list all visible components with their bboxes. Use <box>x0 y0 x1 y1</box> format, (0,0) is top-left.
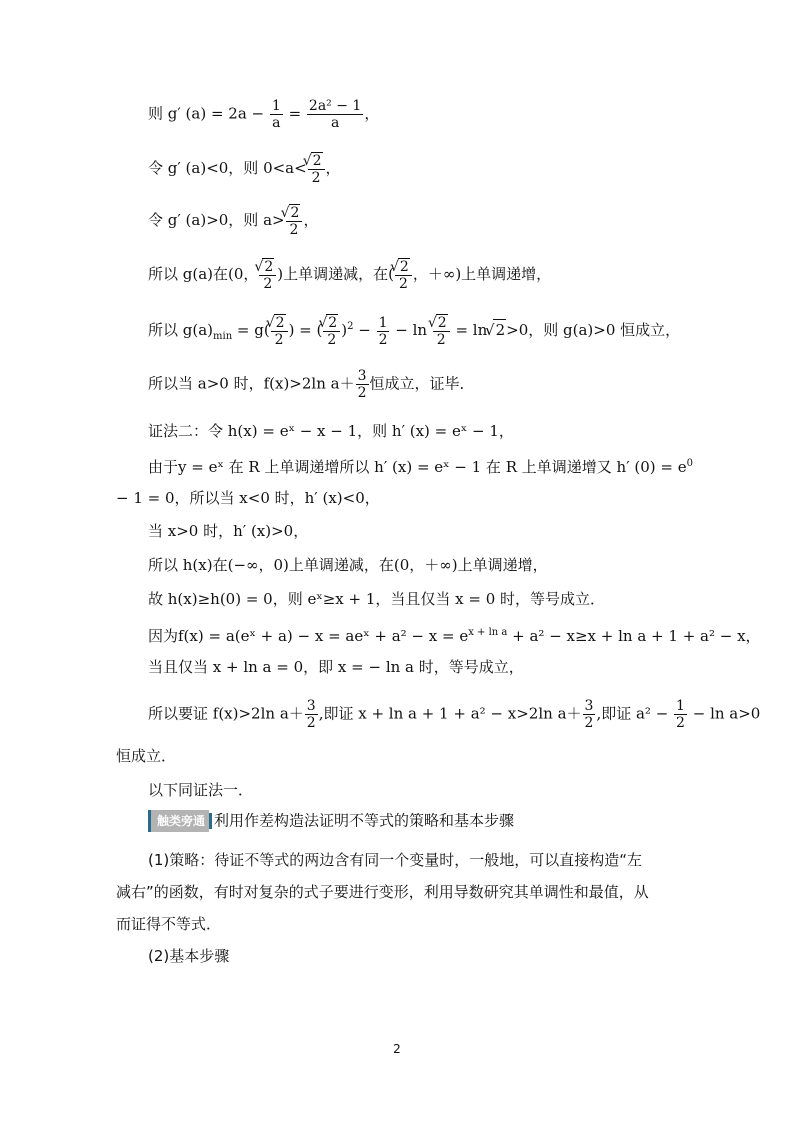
equation-line-2: 令 g′ (a)<0，则 0<a< √ $\frac{2}{2}$ ， <box>148 152 341 186</box>
text-line-22: (2)基本步骤 <box>148 947 230 965</box>
fraction: $\frac{3}{2}$ <box>357 368 367 401</box>
tag-accent-bar <box>209 813 212 829</box>
fraction: √ $\frac{2}{2}$ <box>271 314 288 348</box>
text-line-14: 当且仅当 x + ln a = 0，即 x = − ln a 时，等号成立， <box>148 658 524 676</box>
text-line-9: − 1 = 0，所以当 x<0 时，h′ (x)<0， <box>116 489 380 507</box>
fraction: $\frac{1}{2}$ <box>378 314 388 348</box>
text-line-8: 由于y = eˣ 在 R 上单调递增所以 h′ (x) = eˣ − 1 在 R 上单调递增又 h′ $(0) = e^0$ <box>148 458 693 476</box>
fraction: √ $\frac{2}{2}$ <box>308 152 325 186</box>
fraction: $\frac{1}{a}$ <box>271 98 281 131</box>
fraction: $\frac{\text{2a² − 1}}{a}$ <box>308 98 362 131</box>
text-line-10: 当 x>0 时，h′ (x)>0， <box>148 522 309 540</box>
fraction: √ $\frac{2}{2}$ <box>433 314 450 348</box>
equation-line-3: 令 g′ (a)>0，则 a> √ $\frac{2}{2}$ ， <box>148 204 318 238</box>
text-line-21: 而证得不等式． <box>116 915 222 933</box>
tip-tag: 触类旁通 <box>148 810 209 832</box>
equation-line-4: 所以 g(a)在(0， √ $\frac{2}{2}$ )上单调递减，在( √ $\frac{2}{2}$ ，＋∞)上单调递增， <box>148 258 551 292</box>
text-line-19: (1)策略：待证不等式的两边含有同一个变量时，一般地，可以直接构造“左 <box>148 851 643 869</box>
equation-line-6: 所以当 a>0 时，f(x)>2ln a＋ $\frac{3}{2}$ 恒成立，证毕． <box>148 368 475 401</box>
fraction: √ $\frac{2}{2}$ <box>286 204 303 238</box>
text-line-17: 以下同证法一． <box>148 781 254 799</box>
text-line-16: 恒成立． <box>116 747 177 765</box>
text-line-12: 故 h(x)≥h(0) = 0，则 eˣ≥x + 1，当且仅当 x = 0 时，等号成立． <box>148 590 606 608</box>
fraction: √ $\frac{2}{2}$ <box>323 314 340 348</box>
section-heading: 触类旁通 利用作差构造法证明不等式的策略和基本步骤 <box>148 810 514 832</box>
text-line-11: 所以 h(x)在(−∞，0)上单调递减，在(0，＋∞)上单调递增， <box>148 556 548 574</box>
fraction: $\frac{3}{2}$ <box>306 698 316 731</box>
equation-line-15: 所以要证 f(x)>2ln a＋ $\frac{3}{2}$ ,即证 x + ln a + 1 + a² − x>2ln a＋ $\frac{3}{2}$ ,即证 a² − $\frac{1}{2}$ − ln a>0 <box>148 698 761 731</box>
fraction: $\frac{3}{2}$ <box>584 698 594 731</box>
fraction: √ $\frac{2}{2}$ <box>395 258 412 292</box>
fraction: $\frac{1}{2}$ <box>676 698 685 731</box>
page-number: 2 <box>393 1042 401 1056</box>
equation-line-5: 所以 $g(a)_{min} = g$( √ $\frac{2}{2}$ ) = ( √ $\frac{2}{2}$ )$^2$ − $\frac{1}{2}$ − ln √ $\frac{2}{2}$ = ln √ 2>0，则 g(a)>0 恒成立， <box>148 314 680 348</box>
fraction: √ $\frac{2}{2}$ <box>259 258 276 292</box>
text-line-7: 证法二：令 h(x) = eˣ − x − 1，则 h′ (x) = eˣ − 1， <box>148 422 514 440</box>
text-line-13: 因为f(x) = a(eˣ + a) − x = aeˣ + $a^2 - x = e^{x + ln a} + a^2 - x\ge x + \ln a + 1 + a^2 - x$， <box>148 627 761 645</box>
equation-line-1: 则 g′ (a) = 2a − $\frac{1}{a}$ = $\frac{\text{2a² − 1}}{a}$ ， <box>148 98 380 131</box>
text-line-20: 减右”的函数，有时对复杂的式子要进行变形，利用导数研究其单调性和最值，从 <box>116 883 649 901</box>
